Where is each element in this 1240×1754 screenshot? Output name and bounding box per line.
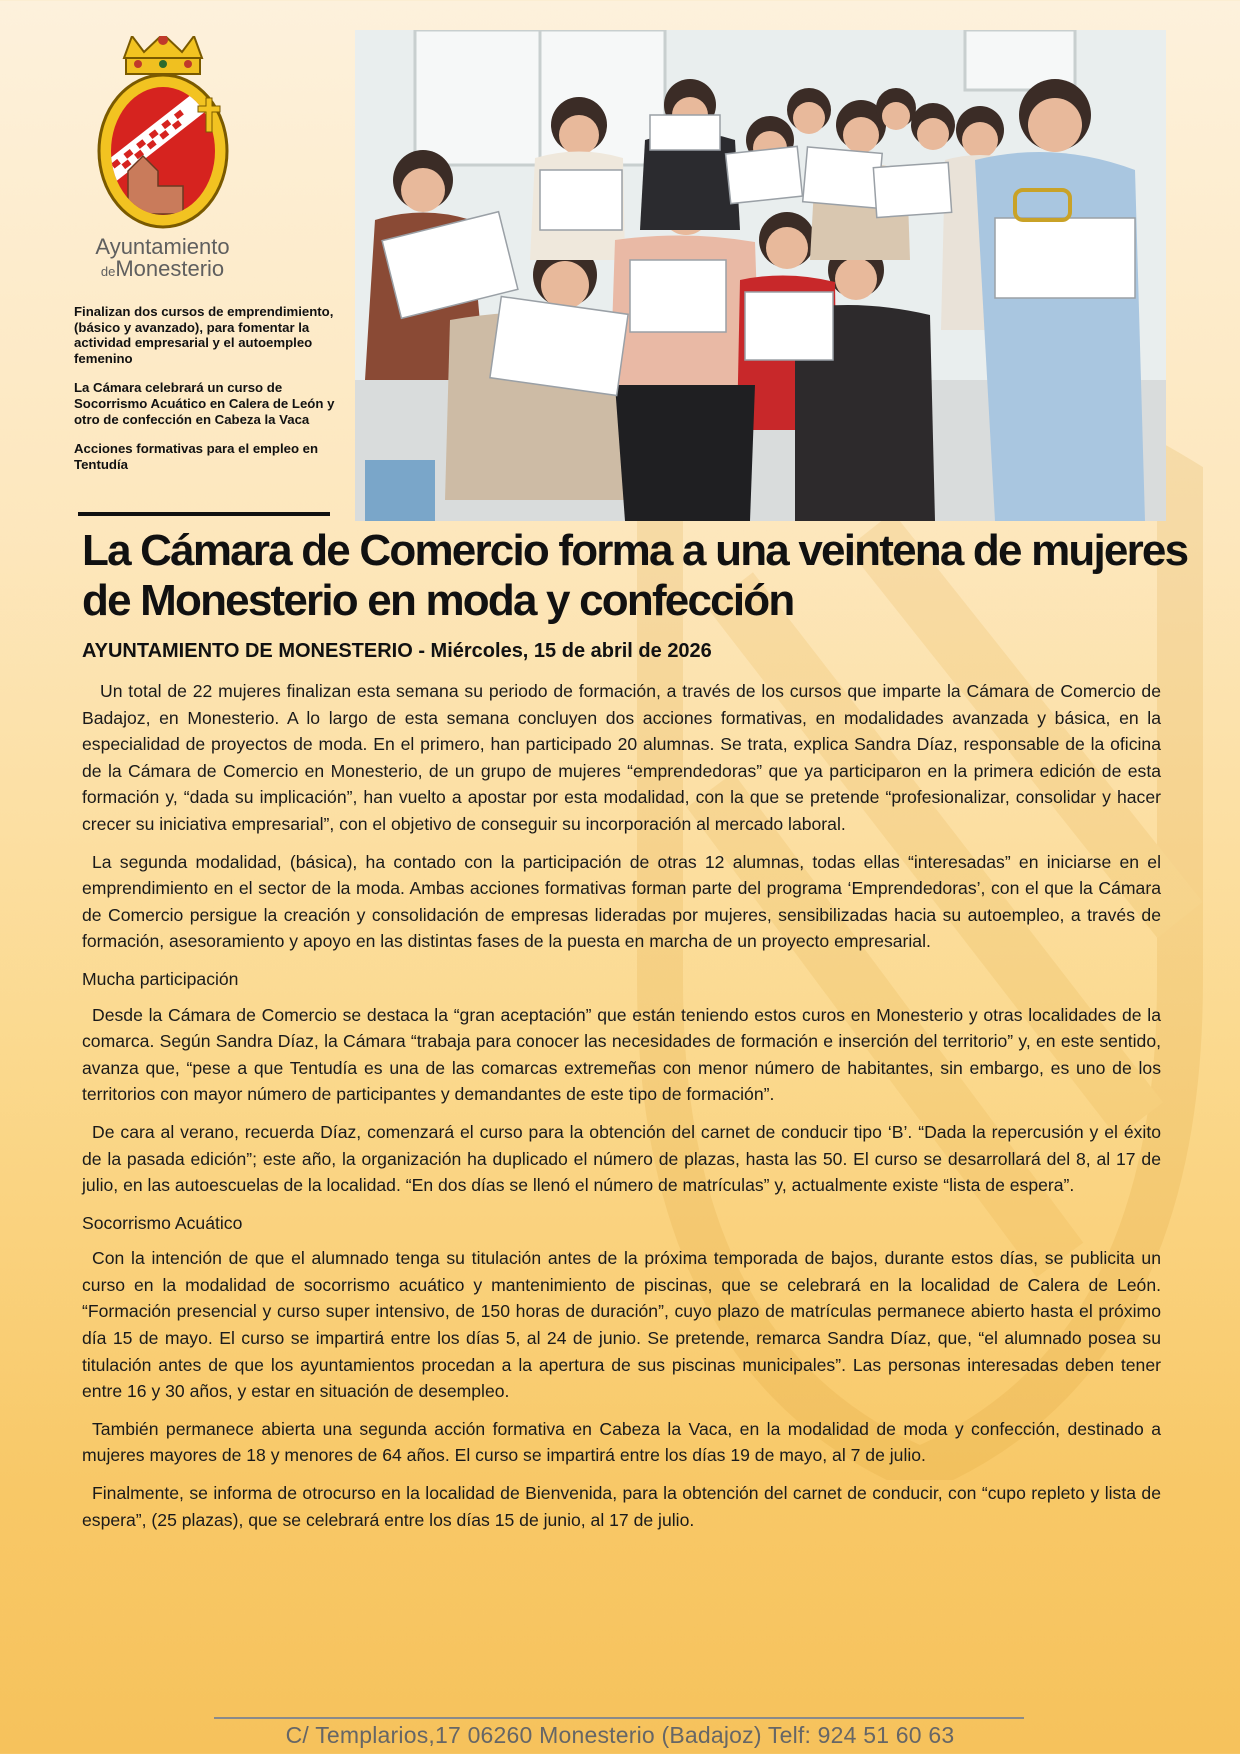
related-headline[interactable]: Finalizan dos cursos de emprendimiento, (básico y avanzado), para fomentar la actividad empresarial y el autoempleo femenino — [74, 304, 334, 366]
paragraph: También permanece abierta una segunda acción formativa en Cabeza la Vaca, en la modalidad de moda y confección, destinado a mujeres mayores de 18 y menores de 64 años. El curso se impartirá entre los días 19 de mayo, al 7 de julio. — [82, 1418, 1161, 1466]
paragraph: La segunda modalidad, (básica), ha contado con la participación de otras 12 alumnas, todas ellas “interesadas” en iniciarse en el emprendimiento en el sector de la moda. Ambas acciones formativas forman parte del programa ‘Emprendedoras’, con el que la Cámara de Comercio persigue la creación y consolidación de empresas lideradas por mujeres, sensibilizadas hacia su autoempleo, a través de formación, asesoramiento y apoyo en las distintas fases de la puesta en marcha de un proyecto empresarial. — [82, 851, 1161, 952]
section-heading: Mucha participación — [82, 968, 239, 989]
divider — [78, 512, 330, 516]
related-headlines — [74, 304, 344, 486]
group-photo — [355, 30, 1166, 521]
municipality-name: Ayuntamiento deMonesterio — [95, 234, 230, 281]
footer-divider — [214, 1717, 1024, 1719]
footer-address: C/ Templarios,17 06260 Monesterio (Badajoz) Telf: 924 51 60 63 — [285, 1722, 955, 1748]
paragraph: Desde la Cámara de Comercio se destaca la “gran aceptación” que están teniendo estos curos en Monesterio y otras localidades de la comarca. Según Sandra Díaz, la Cámara “trabaja para conocer las necesidades de formación e inserción del territorio” y, en este sentido, avanza que, “pese a que Tentudía es una de las comarcas extremeñas con menor número de habitantes, sin embargo, es uno de los territorios con mayor número de participantes y demandantes de este tipo de formación”. — [82, 1004, 1161, 1105]
article-body — [82, 678, 1161, 1544]
article-headline: La Cámara de Comercio forma a una veintena de mujeres de Monesterio en moda y confección — [82, 526, 1188, 625]
section-heading: Socorrismo Acuático — [82, 1212, 243, 1233]
paragraph: Un total de 22 mujeres finalizan esta semana su periodo de formación, a través de los cursos que imparte la Cámara de Comercio de Badajoz, en Monesterio. A lo largo de esta semana concluyen dos acciones formativas, en modalidades avanzada y básica, en la especialidad de proyectos de moda. En el primero, han participado 20 alumnas. Se trata, explica Sandra Díaz, responsable de la oficina de la Cámara de Comercio en Monesterio, de un grupo de mujeres “emprendedoras” que ya participaron en la primera edición de esta formación y, “dada su implicación”, han vuelto a apostar por esta modalidad, con la que se pretende “profesionalizar, consolidar y hacer crecer su iniciativa empresarial”, con el objetivo de conseguir su incorporación al mercado laboral. — [82, 681, 1161, 834]
paragraph: Con la intención de que el alumnado tenga su titulación antes de la próxima temporada de bajos, durante estos días, se publicita un curso en la modalidad de socorrismo acuático y mantenimiento de piscinas, que se celebrará en la localidad de Calera de León. “Formación presencial y curso super intensivo, de 150 horas de duración”, cuyo plazo de matrículas permanece abierto hasta el próximo día 15 de mayo. El curso se impartirá entre los días 5, al 24 de junio. Se pretende, remarca Sandra Díaz, que, “el alumnado posea su titulación antes de que los ayuntamientos procedan a la apertura de sus piscinas municipales”. Las personas interesadas deben tener entre 16 y 30 años, y estar en situación de desempleo. — [82, 1248, 1161, 1402]
related-headline[interactable]: La Cámara celebrará un curso de Socorrismo Acuático en Calera de León y otro de confección en Cabeza la Vaca — [74, 380, 335, 427]
article-byline: AYUNTAMIENTO DE MONESTERIO - Miércoles, 15 de abril de 2026 — [82, 640, 712, 662]
paragraph: Finalmente, se informa de otrocurso en la localidad de Bienvenida, para la obtención del carnet de conducir, con “cupo repleto y lista de espera”, (25 plazas), que se celebrará entre los días 15 de junio, al 17 de julio. — [82, 1483, 1161, 1530]
related-headline[interactable]: Acciones formativas para el empleo en Tentudía — [74, 441, 319, 472]
paragraph: De cara al verano, recuerda Díaz, comenzará el curso para la obtención del carnet de conducir tipo ‘B’. “Dada la repercusión y el éxito de la pasada edición”; este año, la organización ha duplicado el número de plazas, hasta las 50. El curso se desarrollará del 8, al 17 de julio, en las autoescuelas de la localidad. “En dos días se llenó el número de matrículas” y, actualmente existe “lista de espera”. — [82, 1121, 1161, 1196]
